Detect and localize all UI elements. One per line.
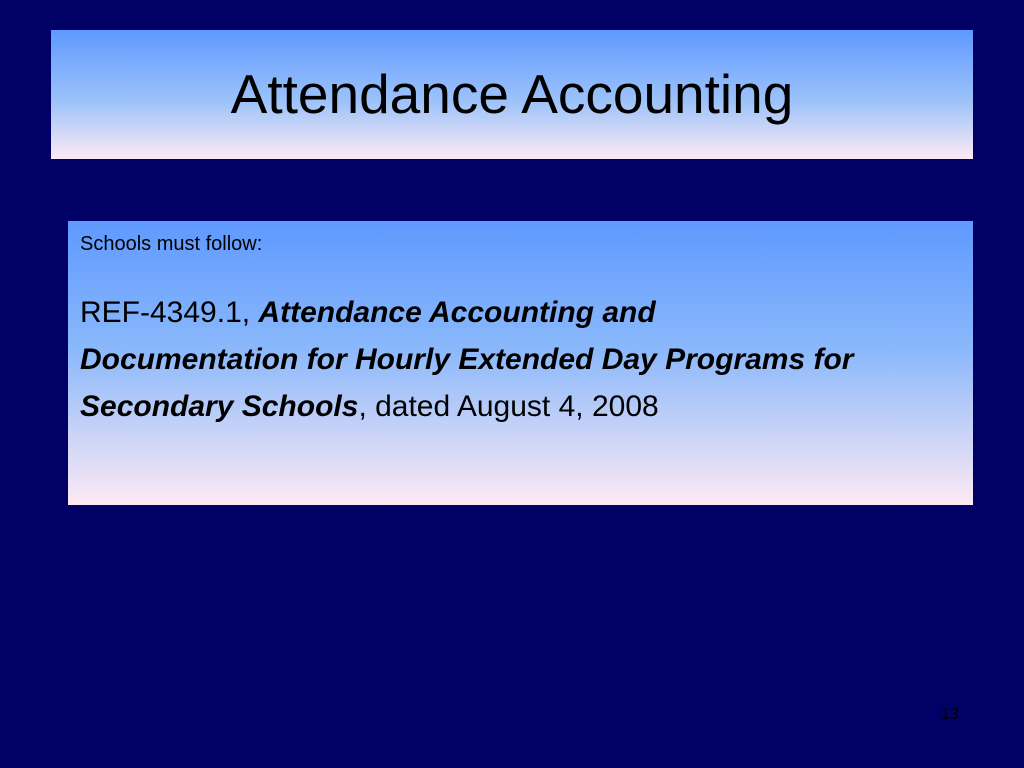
intro-text: Schools must follow: — [80, 233, 263, 255]
reference-code: REF-4349.1, — [80, 296, 259, 329]
title-box — [51, 30, 973, 159]
reference-paragraph — [80, 289, 870, 430]
reference-document-title: Attendance Accounting and Documentation for Hourly Extended Day Programs for Secondary Schools — [80, 296, 854, 423]
slide-title: Attendance Accounting — [230, 62, 794, 125]
page-number: 13 — [941, 706, 959, 723]
reference-date: , dated August 4, 2008 — [358, 390, 659, 423]
content-box — [68, 221, 973, 505]
